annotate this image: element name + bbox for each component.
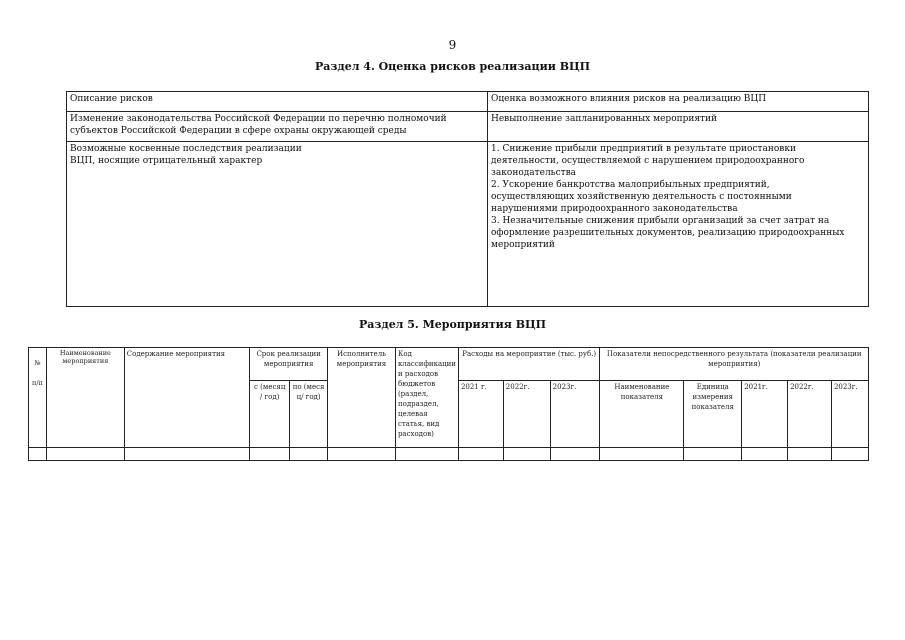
header-expense-2022: 2022г. xyxy=(503,381,550,448)
header-event-name: Наименование мероприятия xyxy=(46,348,124,448)
empty-cell xyxy=(788,448,832,461)
risk-table xyxy=(66,91,869,307)
text-line: мероприятий xyxy=(491,240,555,250)
risk-impact-cell xyxy=(488,142,869,307)
header-indicator-unit: Единица измерения показателя xyxy=(684,381,742,448)
page-number: 9 xyxy=(448,38,457,52)
header-indicator-2023: 2023г. xyxy=(831,381,868,448)
header-term-to: по (меся ц/ год) xyxy=(290,381,328,448)
text-line: ВЦП, носящие отрицательный характер xyxy=(70,156,263,166)
empty-cell xyxy=(831,448,868,461)
empty-cell xyxy=(328,448,396,461)
risk-header-impact: Оценка возможного влияния рисков на реализацию ВЦП xyxy=(488,92,869,112)
header-indicator-2022: 2022г. xyxy=(788,381,832,448)
empty-cell xyxy=(124,448,249,461)
section-5-title: Раздел 5. Мероприятия ВЦП xyxy=(358,318,547,331)
empty-cell xyxy=(290,448,328,461)
table-row xyxy=(29,448,869,461)
text-line: законодательства xyxy=(491,168,577,178)
text-line: 3. Незначительные снижения прибыли организаций за счет затрат на xyxy=(491,216,830,226)
empty-cell xyxy=(46,448,124,461)
header-no-sub: п/п xyxy=(32,379,43,387)
empty-cell xyxy=(684,448,742,461)
empty-cell xyxy=(600,448,684,461)
header-term-from: с (месяц / год) xyxy=(250,381,290,448)
events-header-row-1 xyxy=(29,348,869,381)
header-expenses: Расходы на мероприятие (тыс. руб.) xyxy=(458,348,600,381)
risk-row xyxy=(67,112,869,142)
empty-cell xyxy=(742,448,788,461)
empty-cell xyxy=(458,448,503,461)
text-line: деятельности, осуществляемой с нарушением природоохранного xyxy=(491,156,805,166)
text-line: 1. Снижение прибыли предприятий в результате приостановки xyxy=(491,144,796,154)
text-line: Возможные косвенные последствия реализации xyxy=(70,144,302,154)
section-4-title: Раздел 4. Оценка рисков реализации ВЦП xyxy=(314,60,591,73)
risk-description-cell xyxy=(67,112,488,142)
text-line: нарушениями природоохранного законодательства xyxy=(491,204,738,214)
empty-cell xyxy=(550,448,600,461)
risk-description-cell xyxy=(67,142,488,307)
empty-cell xyxy=(503,448,550,461)
risk-header-description: Описание рисков xyxy=(67,92,488,112)
header-indicator-name: Наименование показателя xyxy=(600,381,684,448)
header-event-content: Содержание мероприятия xyxy=(124,348,249,448)
header-indicator-2021: 2021г. xyxy=(742,381,788,448)
text-line: Изменение законодательства Российской Федерации по перечню полномочий xyxy=(70,114,447,124)
header-indicators: Показатели непосредственного результата (показатели реализации мероприятия) xyxy=(600,348,869,381)
events-table xyxy=(28,347,869,461)
header-budget-code: Код классификации и расходов бюджетов (раздел, подраздел, целевая статья, вид расходов) xyxy=(395,348,458,448)
empty-cell xyxy=(29,448,47,461)
header-no-label: № xyxy=(34,359,41,367)
empty-cell xyxy=(395,448,458,461)
text-line: субъектов Российской Федерации в сфере охраны окружающей среды xyxy=(70,126,407,136)
header-term: Срок реализации мероприятия xyxy=(250,348,328,381)
empty-cell xyxy=(250,448,290,461)
text-line: осуществляющих хозяйственную деятельность с постоянными xyxy=(491,192,792,202)
text-line: оформление разрешительных документов, реализацию природоохранных xyxy=(491,228,845,238)
header-executor: Исполнитель мероприятия xyxy=(328,348,396,448)
risk-table-header xyxy=(67,92,869,112)
header-no xyxy=(29,348,47,448)
risk-impact-cell: Невыполнение запланированных мероприятий xyxy=(488,112,869,142)
risk-row xyxy=(67,142,869,307)
header-expense-2021: 2021 г. xyxy=(458,381,503,448)
header-expense-2023: 2023г. xyxy=(550,381,600,448)
text-line: 2. Ускорение банкротства малоприбыльных предприятий, xyxy=(491,180,770,190)
